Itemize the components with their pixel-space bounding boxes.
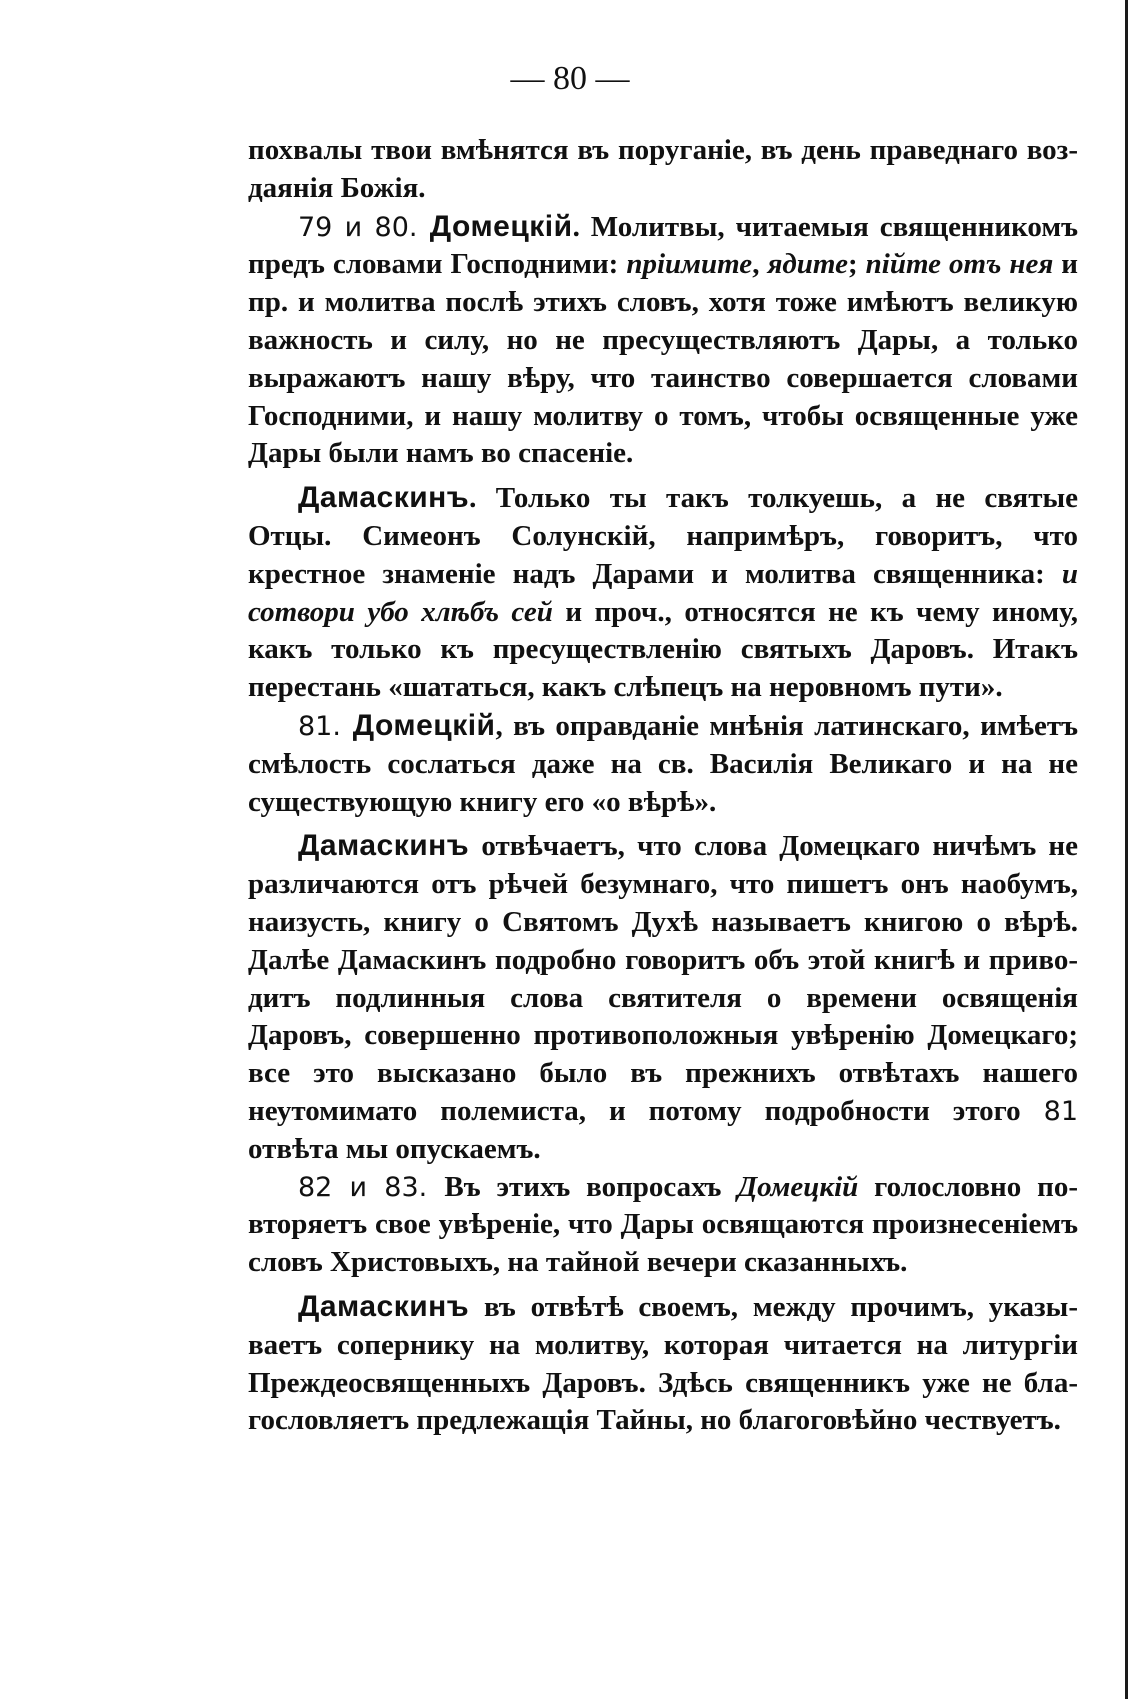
italic-quote: Домецкій: [737, 1170, 859, 1203]
question-number: 79 и 80.: [298, 211, 430, 243]
italic-quote: пійте отъ нея: [865, 248, 1054, 281]
paragraph: [248, 1288, 1078, 1440]
paragraph-text: . Молитвы, читаемыя священникомъ предъ словами Господними:: [248, 210, 1079, 281]
page-number: — 80 —: [510, 60, 630, 97]
paragraph: [248, 208, 1078, 474]
paragraph-text: ,: [752, 248, 768, 281]
paragraph-text: , въ оправданіе мнѣнія латинскаго, имѣетъ смѣлость сослаться даже на св. Василія Великаго и на не существующую книгу его «о вѣрѣ».: [248, 709, 1078, 818]
speaker-name: Домецкій: [429, 209, 573, 243]
speaker-name: Домецкій: [352, 708, 496, 742]
italic-quote: пріимите: [626, 248, 753, 281]
paragraph: [248, 1169, 1078, 1282]
paragraph-text: отвѣта мы опускаемъ.: [248, 1132, 541, 1165]
italic-quote: ядите: [767, 248, 848, 281]
paragraph-text: Въ этихъ вопросахъ: [444, 1170, 738, 1203]
question-number: 81: [1043, 1095, 1078, 1127]
paragraph-text: похвалы твои вмѣнятся въ поруганіе, въ день праведнаго воздаянія Божія.: [248, 134, 1078, 204]
page-edge-line: [1125, 0, 1128, 1699]
paragraph-text: и пр. и молитва послѣ этихъ словъ, хотя тоже имѣютъ великую важность и силу, но не пресуществляютъ Дары, а только выражаютъ нашу вѣру, что таинство совершается словами Господними, и нашу молитву о томъ, чтобы освященные уже Дары были намъ во спасеніе.: [248, 248, 1078, 470]
question-number: 82 и 83.: [298, 1171, 445, 1203]
paragraph: [248, 479, 1078, 707]
italic-quote: и сотвори убо хлѣбъ сей: [248, 557, 1078, 628]
paragraph-text: . Только ты такъ толкуешь, а не святые Отцы. Симеонъ Солунскій, напримѣръ, говоритъ, что крестное знаменіе надъ Дарами и молитва священника:: [248, 482, 1078, 590]
speaker-name: Дамаскинъ: [298, 829, 470, 863]
speaker-name: Дамаскинъ: [298, 481, 470, 515]
question-number: 81.: [298, 710, 353, 742]
paragraph-text: голословно повторяетъ свое увѣреніе, что Дары освящаются произнесеніемъ словъ Христовыхъ, на тайной вечери сказанныхъ.: [248, 1170, 1078, 1279]
page-body: [248, 132, 1078, 1440]
paragraph-text: и проч., относятся не къ чему иному, какъ только къ пресуществленію святыхъ Даровъ. Итакъ перестань «шататься, какъ слѣпецъ на неровномъ пути».: [248, 595, 1078, 704]
paragraph: [248, 827, 1078, 1168]
paragraph-text: въ отвѣтѣ своемъ, между прочимъ, указываетъ сопернику на молитву, которая читается на литургіи Преждеосвященныхъ Даровъ. Здѣсь священникъ уже не благословляетъ предлежащія Тайны, но благоговѣйно чествуетъ.: [248, 1290, 1078, 1437]
paragraph: [248, 707, 1078, 821]
speaker-name: Дамаскинъ: [298, 1289, 470, 1323]
paragraph-text: ;: [847, 248, 866, 281]
paragraph: [248, 132, 1078, 208]
paragraph-text: отвѣчаетъ, что слова Домецкаго ничѣмъ не различаются отъ рѣчей безумнаго, что пишетъ онъ наобумъ, наизусть, книгу о Святомъ Духѣ называетъ книгою о вѣрѣ. Далѣе Дамаскинъ подробно говоритъ объ этой книгѣ и приводитъ подлинныя слова святителя о времени освященія Даровъ, совершенно противоположныя увѣренію Домецкаго; все это высказано было въ прежнихъ отвѣтахъ нашего неутомимато полемиста, и потому подробности этого: [248, 830, 1078, 1127]
